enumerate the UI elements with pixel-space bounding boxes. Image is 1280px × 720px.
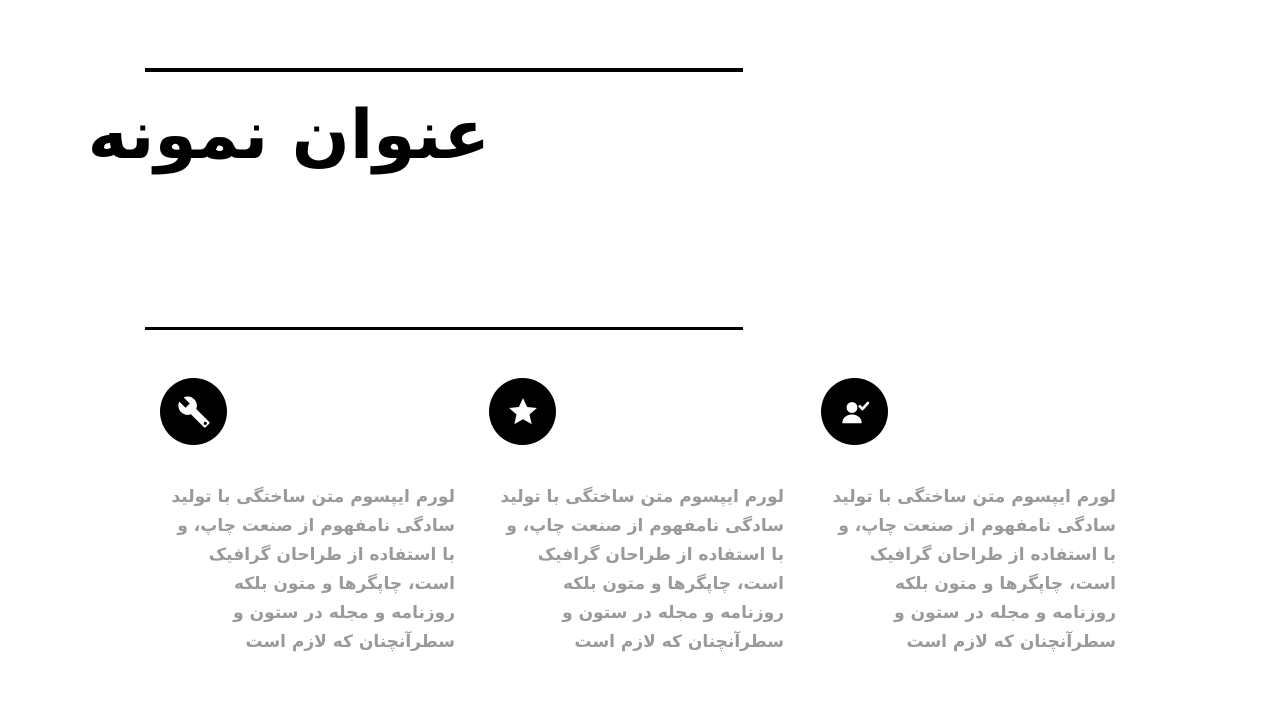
wrench-icon	[160, 378, 227, 445]
star-icon	[489, 378, 556, 445]
top-divider	[145, 68, 743, 72]
user-check-icon	[821, 378, 888, 445]
bottom-divider	[145, 327, 743, 330]
feature-description-3: لورم ایپسوم متن ساختگی با تولید سادگی نامفهوم از صنعت چاپ، و با استفاده از طراحان گرافیک است، چاپگرها و متون بلکه روزنامه و مجله در ستون و سطرآنچنان که لازم است	[832, 487, 1116, 652]
feature-description-2: لورم ایپسوم متن ساختگی با تولید سادگی نامفهوم از صنعت چاپ، و با استفاده از طراحان گرافیک است، چاپگرها و متون بلکه روزنامه و مجله در ستون و سطرآنچنان که لازم است	[500, 487, 784, 652]
slide-title: عنوان نمونه	[87, 96, 490, 175]
feature-card-1	[160, 378, 460, 652]
feature-description-1: لورم ایپسوم متن ساختگی با تولید سادگی نامفهوم از صنعت چاپ، و با استفاده از طراحان گرافیک است، چاپگرها و متون بلکه روزنامه و مجله در ستون و سطرآنچنان که لازم است	[171, 487, 455, 652]
feature-card-2	[489, 378, 789, 652]
feature-card-3	[821, 378, 1121, 652]
